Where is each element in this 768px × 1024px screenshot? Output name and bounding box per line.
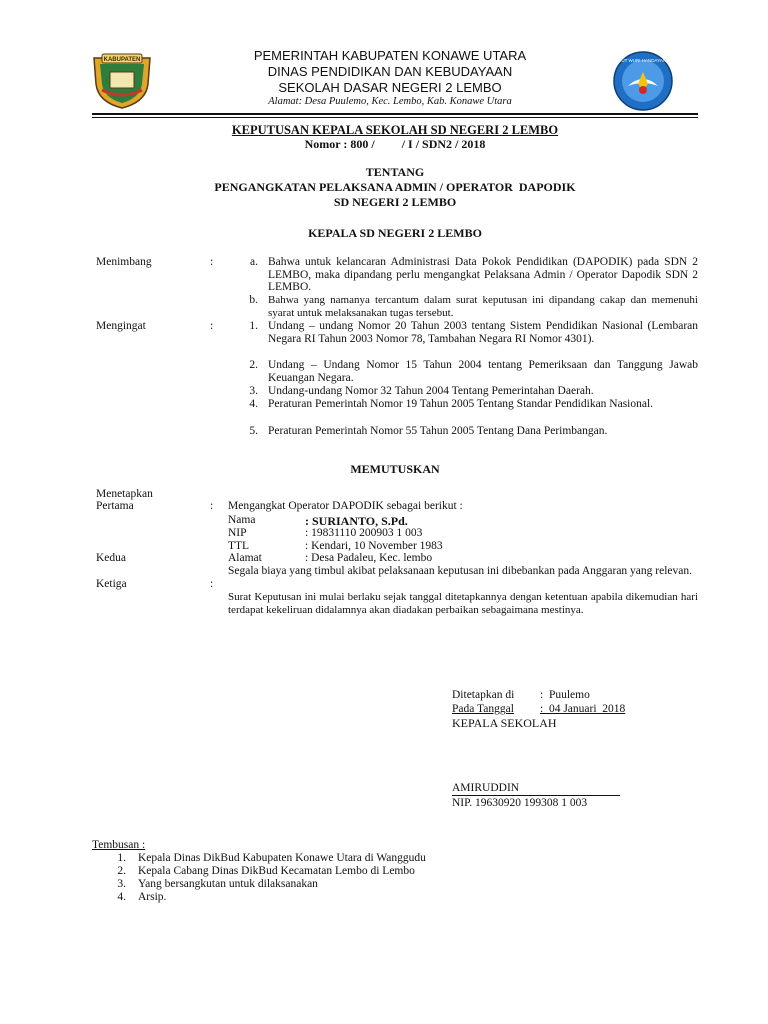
tembusan-marker-4: 4.: [117, 891, 126, 903]
signer-name: AMIRUDDIN: [452, 782, 520, 794]
header-line1: PEMERINTAH KABUPATEN KONAWE UTARA: [253, 48, 527, 63]
field-alamat-label: Alamat: [228, 552, 262, 564]
tanggal-label: Pada Tanggal: [452, 703, 514, 715]
tembusan-marker-1: 1.: [117, 852, 126, 864]
memutuskan-heading: MEMUTUSKAN: [350, 462, 440, 476]
logo-right-text: TUT WURI HANDAYANI: [618, 58, 668, 63]
decree-subject-1: PENGANGKATAN PELAKSANA ADMIN / OPERATOR DAPODIK: [214, 180, 576, 194]
tembusan-text-1: Kepala Dinas DikBud Kabupaten Konawe Utara di Wanggudu: [138, 852, 426, 864]
kedua-label: Kedua: [96, 552, 127, 564]
field-alamat-value: : Desa Padaleu, Kec. lembo: [305, 552, 433, 564]
ketiga-text: Surat Keputusan ini mulai berlaku sejak tanggal ditetapkannya dengan ketentuan apabila dikemudian hari terdapat kekeliruan didalamnya akan diadakan perbaikan sebagaimana mestinya.: [228, 591, 698, 616]
mengingat-label: Mengingat: [96, 320, 146, 332]
ketiga-colon: :: [210, 578, 214, 590]
ditetapkan-value: : Puulemo: [540, 689, 590, 701]
mengingat-marker-1: 1.: [249, 320, 258, 332]
mengingat-text-4: Peraturan Pemerintah Nomor 19 Tahun 2005 Tentang Standar Pendidikan Nasional.: [268, 398, 654, 410]
header-line2: DINAS PENDIDIKAN DAN KEBUDAYAAN: [267, 64, 513, 79]
tembusan-label: Tembusan :: [92, 839, 146, 851]
field-ttl-value: : Kendari, 10 November 1983: [305, 540, 443, 552]
menimbang-label: Menimbang: [96, 256, 152, 268]
logo-left-text: KABUPATEN: [103, 57, 141, 63]
signer-name-underline: [452, 795, 620, 796]
pertama-colon: :: [210, 500, 214, 512]
field-ttl-label: TTL: [228, 540, 250, 552]
menimbang-marker-a: a.: [250, 256, 258, 268]
menetapkan-label: Menetapkan: [96, 488, 153, 500]
mengingat-marker-4: 4.: [249, 398, 258, 410]
tembusan-marker-2: 2.: [117, 865, 126, 877]
decree-number: Nomor : 800 / / I / SDN2 / 2018: [304, 137, 486, 151]
mengingat-text-2: Undang – Undang Nomor 15 Tahun 2004 tentang Pemeriksaan dan Tanggung Jawab Keuangan Negara.: [268, 359, 698, 384]
tembusan-marker-3: 3.: [117, 878, 126, 890]
mengingat-text-3: Undang-undang Nomor 32 Tahun 2004 Tentang Pemerintahan Daerah.: [268, 385, 594, 397]
tembusan-text-4: Arsip.: [138, 891, 167, 903]
header-divider-thin: [92, 117, 698, 118]
header-divider-thick: [92, 113, 698, 115]
decree-subject-2: SD NEGERI 2 LEMBO: [333, 195, 457, 209]
mengingat-colon: :: [210, 320, 214, 332]
pertama-label: Pertama: [96, 500, 134, 512]
menimbang-text-b: Bahwa yang namanya tercantum dalam surat keputusan ini dipandang cakap dan memenuhi syarat untuk melaksanakan tugas tersebut.: [268, 294, 698, 319]
pertama-text: Mengangkat Operator DAPODIK sebagai berikut :: [228, 500, 463, 512]
signer-position: KEPALA SEKOLAH: [452, 716, 557, 730]
ministry-logo: [612, 50, 674, 112]
tembusan-text-2: Kepala Cabang Dinas DikBud Kecamatan Lembo di Lembo: [138, 865, 415, 877]
menimbang-text-a: Bahwa untuk kelancaran Administrasi Data Pokok Pendidikan (DAPODIK) pada SDN 2 LEMBO, maka dipandang perlu mengangkat Pelaksana Admin / Operator Dapodik SDN 2 LEMBO.: [268, 256, 698, 293]
mengingat-marker-3: 3.: [249, 385, 258, 397]
field-nama-label: Nama: [228, 514, 256, 526]
header-address: Alamat: Desa Puulemo, Kec. Lembo, Kab. Konawe Utara: [268, 96, 512, 107]
decree-title: KEPUTUSAN KEPALA SEKOLAH SD NEGERI 2 LEMBO: [231, 123, 559, 137]
field-nip-value: : 19831110 200903 1 003: [305, 527, 423, 539]
header-line3: SEKOLAH DASAR NEGERI 2 LEMBO: [278, 80, 502, 95]
kepala-heading: KEPALA SD NEGERI 2 LEMBO: [308, 226, 482, 240]
kedua-text: Segala biaya yang timbul akibat pelaksanaan keputusan ini dibebankan pada Anggaran yang relevan.: [228, 565, 692, 577]
tanggal-value: : 04 Januari 2018: [540, 703, 626, 715]
signer-nip: NIP. 19630920 199308 1 003: [452, 797, 588, 809]
tentang-heading: TENTANG: [365, 165, 425, 179]
mengingat-text-5: Peraturan Pemerintah Nomor 55 Tahun 2005 Tentang Dana Perimbangan.: [268, 425, 608, 437]
regency-logo: [88, 50, 156, 110]
mengingat-marker-5: 5.: [249, 425, 258, 437]
menimbang-colon: :: [210, 256, 214, 268]
tembusan-text-3: Yang bersangkutan untuk dilaksanakan: [138, 878, 318, 890]
field-nama-value: : SURIANTO, S.Pd.: [305, 514, 408, 528]
menimbang-marker-b: b.: [249, 294, 258, 306]
mengingat-text-1: Undang – undang Nomor 20 Tahun 2003 tentang Sistem Pendidikan Nasional (Lembaran Negara RI Tahun 2003 Nomor 78, Tambahan Negara RI Nomor 4301).: [268, 320, 698, 345]
ketiga-label: Ketiga: [96, 578, 127, 590]
mengingat-marker-2: 2.: [249, 359, 258, 371]
field-nip-label: NIP: [228, 527, 247, 539]
ditetapkan-label: Ditetapkan di: [452, 689, 515, 701]
